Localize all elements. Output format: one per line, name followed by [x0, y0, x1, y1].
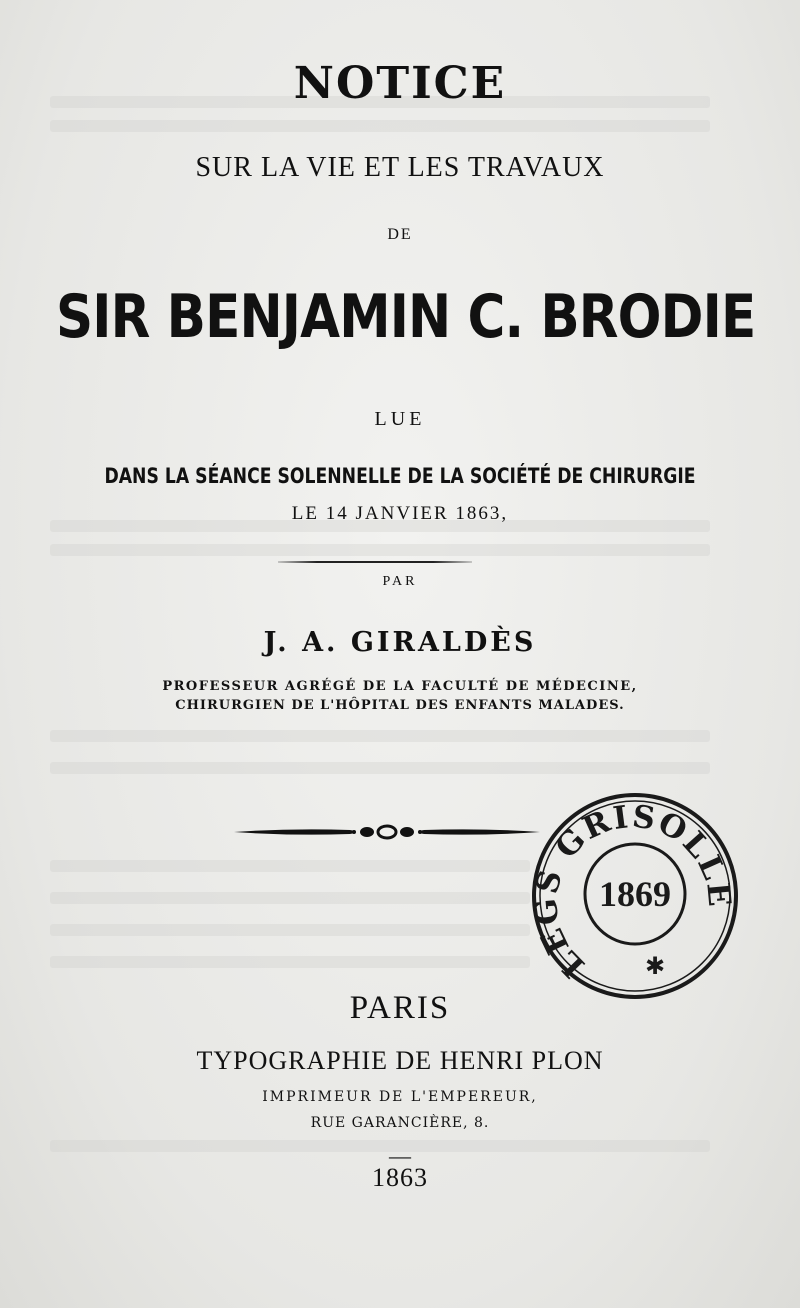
star-icon: ✱: [644, 952, 666, 980]
author-name: J. A. GIRALDÈS: [263, 627, 537, 658]
imprint-printer-title: IMPRIMEUR DE L'EMPEREUR,: [262, 1089, 538, 1105]
imprint-address: RUE GARANCIÈRE, 8.: [310, 1115, 490, 1131]
bleed-through-band: [50, 860, 530, 872]
author-title-line: CHIRURGIEN DE L'HÔPITAL DES ENFANTS MALADES.: [175, 698, 625, 713]
imprint-year: 1863: [372, 1163, 428, 1192]
lue-line: LUE: [374, 408, 426, 430]
library-stamp: [525, 786, 745, 1006]
seance-line: DANS LA SÉANCE SOLENNELLE DE LA SOCIÉTÉ DE CHIRURGIE: [104, 464, 696, 488]
imprint-dash: —: [389, 1143, 411, 1168]
stamp-year: 1869: [599, 874, 671, 914]
author-title-line: PROFESSEUR AGRÉGÉ DE LA FACULTÉ DE MÉDECINE,: [162, 679, 638, 694]
title-notice: NOTICE: [293, 58, 507, 109]
bleed-through-band: [50, 730, 710, 742]
imprint-city: PARIS: [349, 990, 451, 1026]
bleed-through-band: [50, 120, 710, 132]
imprint-printer: TYPOGRAPHIE DE HENRI PLON: [196, 1046, 604, 1075]
preposition-de: DE: [387, 226, 413, 243]
stamp-text: LEGS GRISOLLE: [527, 798, 738, 985]
bleed-through-band: [50, 762, 710, 774]
bleed-through-band: [50, 924, 530, 936]
ornament-rule: [232, 818, 542, 846]
subject-name: SIR BENJAMIN C. BRODIE: [56, 282, 756, 352]
bleed-through-band: [50, 956, 530, 968]
par-line: PAR: [382, 574, 418, 589]
subtitle-line: SUR LA VIE ET LES TRAVAUX: [195, 152, 605, 183]
date-line: LE 14 JANVIER 1863,: [291, 503, 509, 524]
divider-rule: [278, 561, 472, 563]
bleed-through-band: [50, 892, 530, 904]
bleed-through-band: [50, 544, 710, 556]
